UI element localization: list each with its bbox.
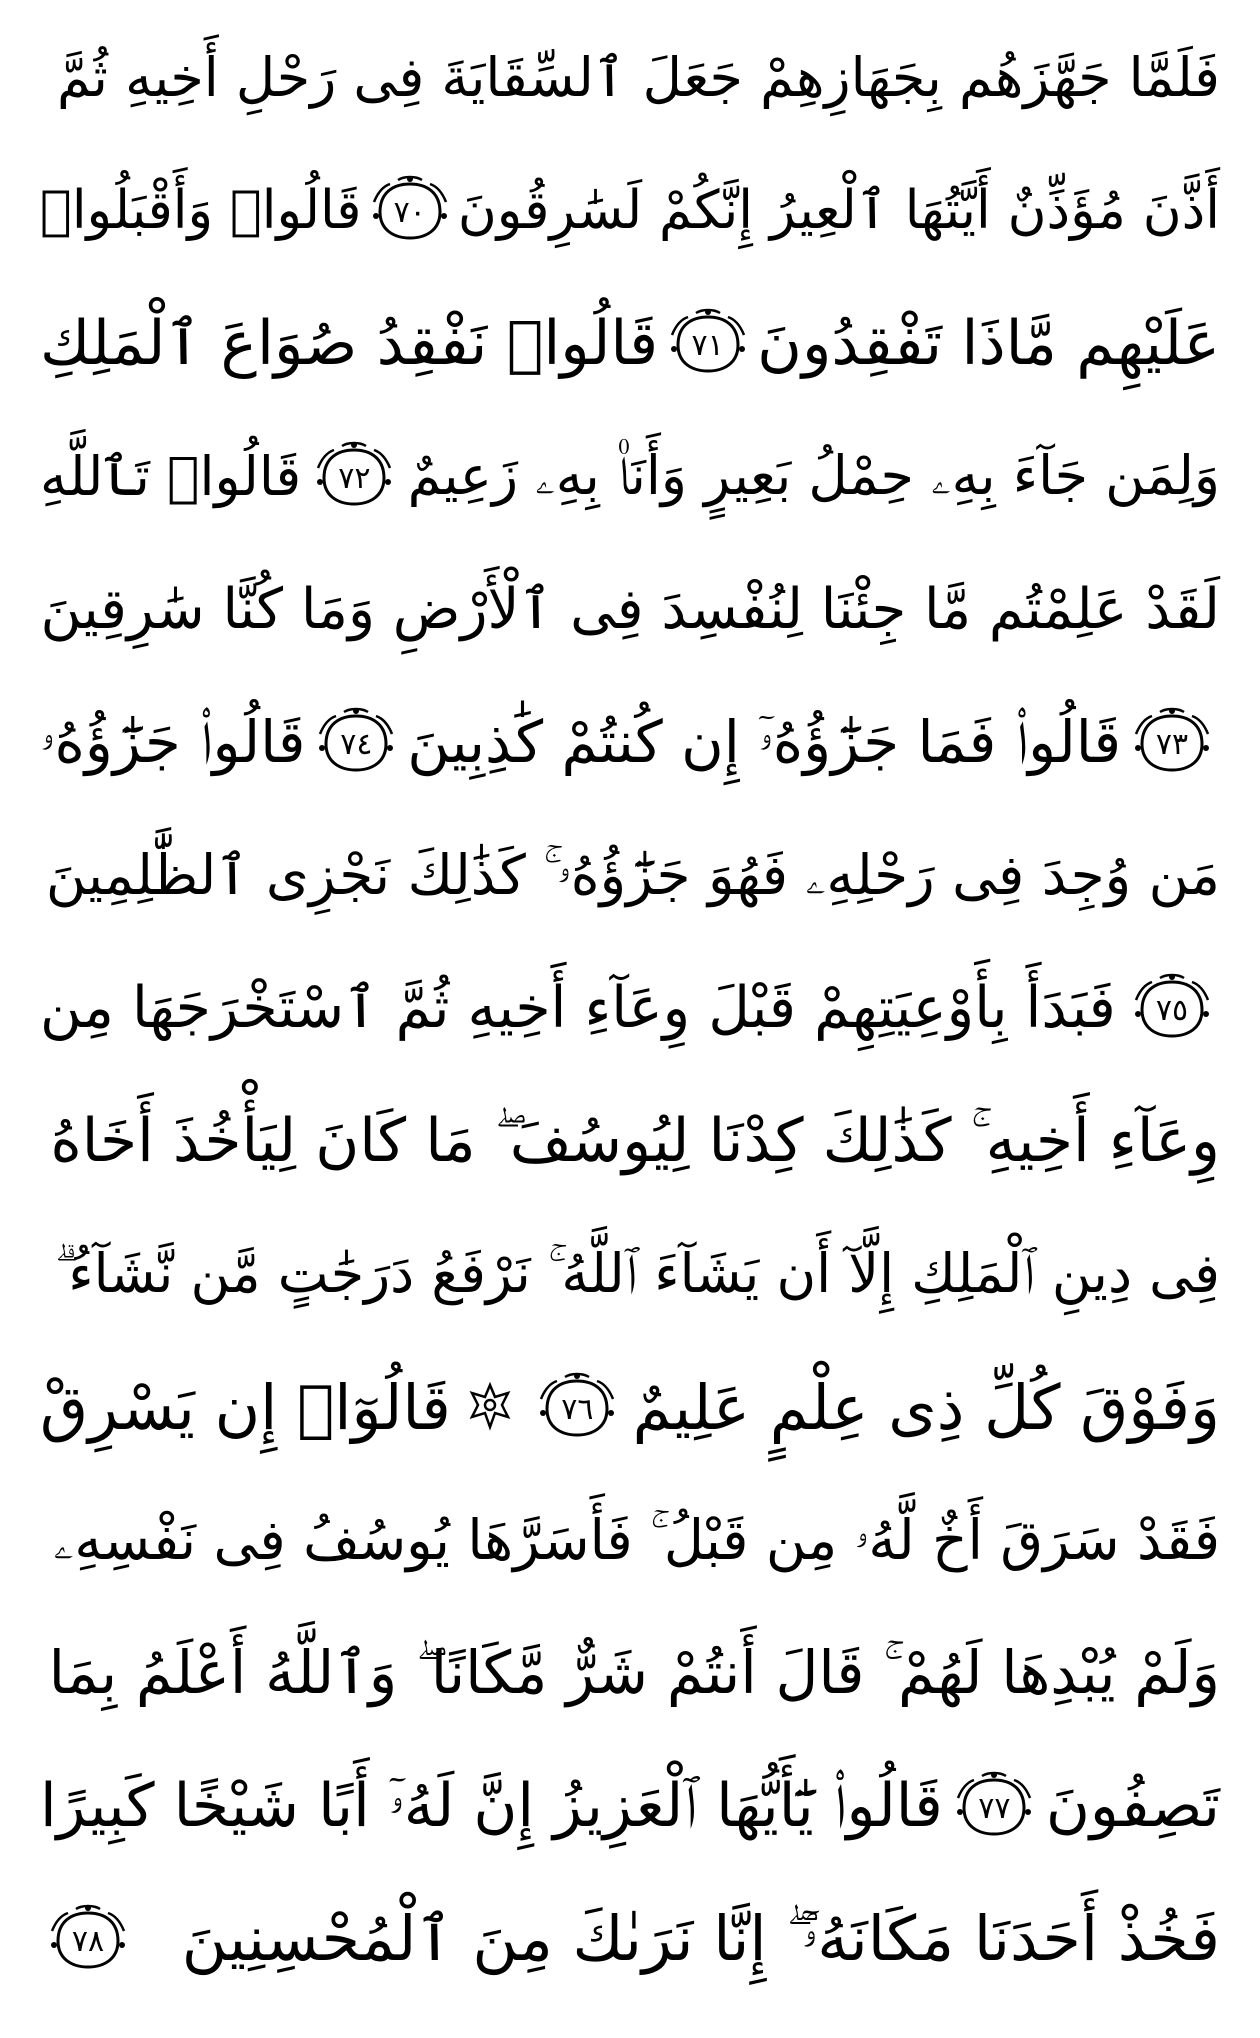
rub-el-hizb-icon: [468, 1379, 512, 1435]
verse-text: وَفَوْقَ كُلِّ ذِى عِلْمٍ عَلِيمٌ: [632, 1370, 1220, 1444]
text-line: [40, 1082, 1220, 1200]
text-line: [40, 417, 1220, 535]
text-line: [40, 151, 1220, 269]
verse-text: قَالُوا۟ جَزَٰٓؤُهُۥ: [40, 707, 306, 776]
ayah-number-marker: [666, 305, 750, 381]
verse-text: قَالُوٓا۟ إِن يَسْرِقْ: [40, 1370, 451, 1444]
verse-text: فَلَمَّا جَهَّزَهُم بِجَهَازِهِمْ جَعَلَ ٱلسِّقَايَةَ فِى رَحْلِ أَخِيهِ ثُمَّ: [56, 45, 1220, 109]
text-line: [40, 1215, 1220, 1333]
verse-text: قَالُوا۟ تَٱللَّهِ: [40, 444, 302, 508]
verse-text: وِعَآءِ أَخِيهِ ۚ كَذَٰلِكَ كِدْنَا لِيُوسُفَ ۖ مَا كَانَ لِيَأْخُذَ أَخَاهُ: [50, 1106, 1220, 1176]
text-line: [40, 683, 1220, 801]
text-line: [40, 1614, 1220, 1732]
ayah-number-marker: [952, 1768, 1036, 1844]
verse-text: قَالُوا۟ فَمَا جَزَٰٓؤُهُۥٓ إِن كُنتُمْ كَٰذِبِينَ: [407, 707, 1122, 776]
text-line: [40, 18, 1220, 136]
ayah-number-marker: [1130, 970, 1214, 1046]
verse-text: فَقَدْ سَرَقَ أَخٌ لَّهُۥ مِن قَبْلُ ۚ فَأَسَرَّهَا يُوسُفُ فِى نَفْسِهِۦ: [53, 1507, 1220, 1572]
text-line: [40, 1880, 1220, 1998]
verse-text: فَخُذْ أَحَدَنَا مَكَانَهُۥٓ ۖ إِنَّا نَرَىٰكَ مِنَ ٱلْمُحْسِنِينَ: [181, 1902, 1220, 1975]
verse-text: قَالُوا۟ نَفْقِدُ صُوَاعَ ٱلْمَلِكِ: [40, 307, 659, 379]
ayah-number-marker: [314, 704, 398, 780]
verse-text: مَن وُجِدَ فِى رَحْلِهِۦ فَهُوَ جَزَٰٓؤُهُۥ ۚ كَذَٰلِكَ نَجْزِى ٱلظَّٰلِمِينَ: [45, 842, 1220, 907]
ayah-number: ٧٥: [1155, 993, 1189, 1028]
text-line: [40, 1747, 1220, 1865]
quran-page: [40, 18, 1220, 2020]
text-line: [40, 550, 1220, 668]
ayah-number-marker: [46, 1901, 130, 1977]
ayah-number-marker: [368, 172, 452, 248]
verse-text: أَذَّنَ مُؤَذِّنٌ أَيَّتُهَا ٱلْعِيرُ إِنَّكُمْ لَسَٰرِقُونَ: [457, 179, 1220, 241]
ayah-number: ٧٧: [978, 1791, 1011, 1826]
ayah-number: ٧٢: [338, 461, 371, 496]
verse-text: وَلَمْ يُبْدِهَا لَهُمْ ۚ قَالَ أَنتُمْ شَرٌّ مَّكَانًا ۖ وَٱللَّهُ أَعْلَمُ بِمَا: [48, 1638, 1220, 1707]
ayah-number: ٧٤: [340, 727, 373, 762]
text-line: [40, 949, 1220, 1067]
text-line: [40, 1348, 1220, 1466]
verse-text: عَلَيْهِم مَّاذَا تَفْقِدُونَ: [757, 307, 1220, 379]
verse-text: وَلِمَن جَآءَ بِهِۦ حِمْلُ بَعِيرٍ وَأَنَا۠ بِهِۦ زَعِيمٌ: [407, 444, 1220, 507]
verse-text: قَالُوا۟ يَٰٓأَيُّهَا ٱلْعَزِيزُ إِنَّ لَهُۥٓ أَبًا شَيْخًا كَبِيرًا: [40, 1771, 943, 1841]
verse-text: قَالُوا۟ وَأَقْبَلُوا۟: [40, 179, 362, 241]
ayah-number: ٧٣: [1155, 727, 1189, 762]
hizb-quarter-icon: [468, 1377, 512, 1437]
ayah-number: ٧٦: [561, 1392, 594, 1427]
ayah-number-marker: [312, 438, 396, 514]
ayah-number: ٧٨: [71, 1924, 105, 1959]
verse-text: فَبَدَأَ بِأَوْعِيَتِهِمْ قَبْلَ وِعَآءِ أَخِيهِ ثُمَّ ٱسْتَخْرَجَهَا مِن: [40, 975, 1116, 1041]
text-line: [40, 284, 1220, 402]
verse-text: فِى دِينِ ٱلْمَلِكِ إِلَّآ أَن يَشَآءَ ٱللَّهُ ۚ نَرْفَعُ دَرَجَٰتٍ مَّن نَّشَآءُ ۗ: [54, 1242, 1220, 1305]
ayah-number: ٧٠: [393, 195, 426, 230]
ayah-number: ٧١: [691, 328, 724, 363]
ayah-number-marker: [535, 1369, 619, 1445]
text-line: [40, 816, 1220, 934]
ayah-number-marker: [1130, 704, 1214, 780]
verse-text: لَقَدْ عَلِمْتُم مَّا جِئْنَا لِنُفْسِدَ فِى ٱلْأَرْضِ وَمَا كُنَّا سَٰرِقِينَ: [40, 576, 1220, 642]
text-line: [40, 1481, 1220, 1599]
verse-text: تَصِفُونَ: [1045, 1771, 1220, 1841]
